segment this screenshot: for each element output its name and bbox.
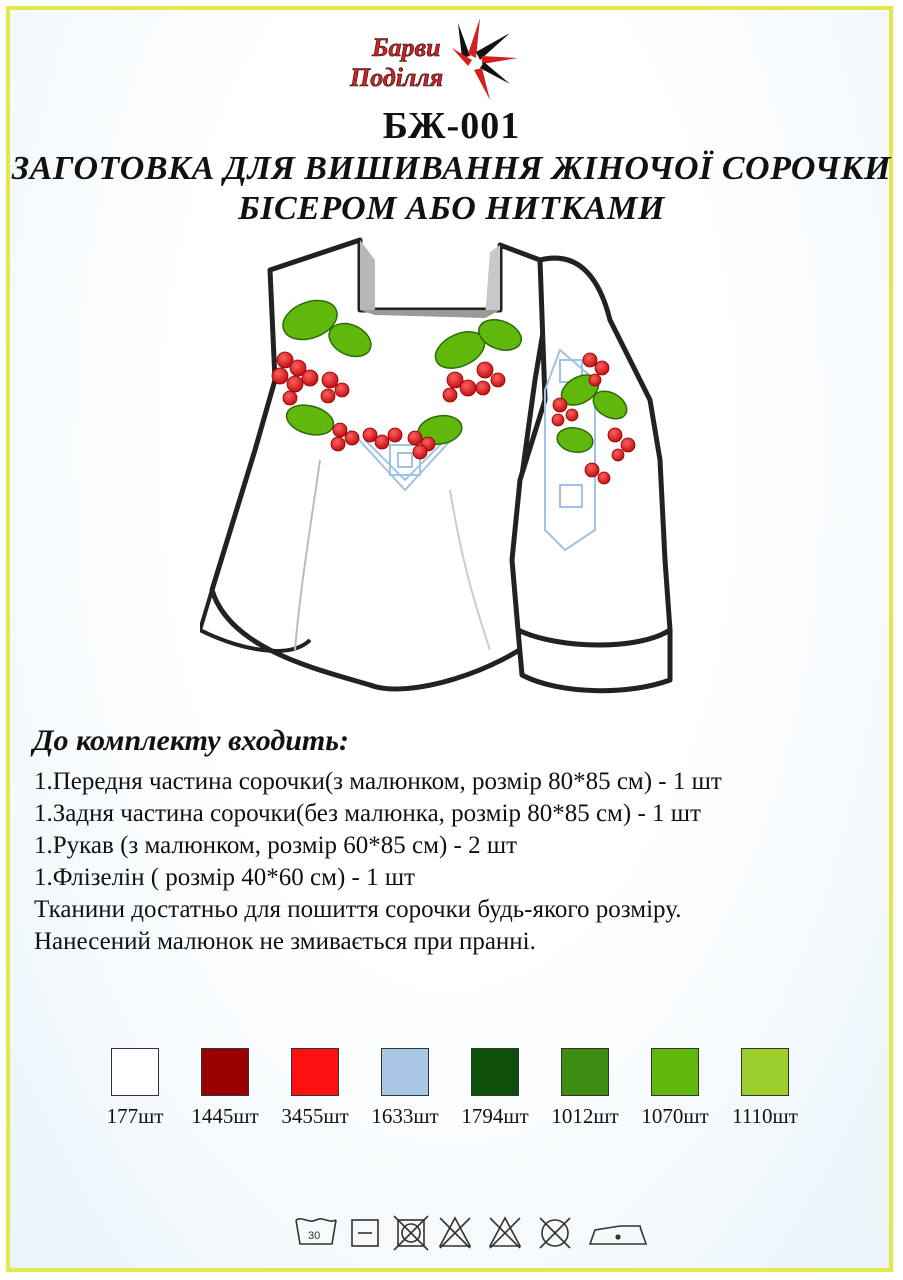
palette-swatch [630, 1048, 720, 1129]
brand-line2: Поділля [350, 63, 444, 92]
swatch-count: 1633шт [371, 1104, 439, 1128]
swatch-color [381, 1048, 429, 1096]
product-code: БЖ-001 [382, 105, 521, 147]
swatch-count: 177шт [106, 1104, 164, 1128]
palette-swatch [90, 1048, 180, 1129]
swatch-color [651, 1048, 699, 1096]
kit-item: 1.Рукав (з малюнком, розмір 60*85 см) - 2 шт [34, 832, 518, 859]
star-icon [452, 18, 518, 100]
brand-line1: Барви [372, 33, 441, 62]
palette-swatch [180, 1048, 270, 1129]
kit-note: Нанесений малюнок не змивається при пранні. [34, 928, 536, 955]
kit-item: 1.Передня частина сорочки(з малюнком, розмір 80*85 см) - 1 шт [34, 768, 722, 795]
blouse-illustration [200, 230, 680, 700]
bead-palette [90, 1048, 820, 1138]
iron-low-icon [590, 1226, 646, 1244]
palette-swatch [720, 1048, 810, 1129]
swatch-color [471, 1048, 519, 1096]
swatch-count: 1012шт [551, 1104, 619, 1128]
swatch-color [291, 1048, 339, 1096]
swatch-count: 1070шт [641, 1104, 709, 1128]
palette-swatch [360, 1048, 450, 1129]
dry-flat-icon [352, 1220, 378, 1246]
swatch-color [201, 1048, 249, 1096]
brand-logo [340, 18, 530, 103]
wash-30-icon [296, 1219, 336, 1244]
swatch-count: 1445шт [191, 1104, 259, 1128]
palette-swatch [450, 1048, 540, 1129]
swatch-color [561, 1048, 609, 1096]
palette-swatch [540, 1048, 630, 1129]
no-tumble-dry-icon [394, 1216, 428, 1250]
kit-item: 1.Флізелін ( розмір 40*60 см) - 1 шт [34, 864, 416, 891]
care-symbols [290, 1212, 660, 1252]
title-line2: БІСЕРОМ АБО НИТКАМИ [238, 190, 665, 227]
title-line1: ЗАГОТОВКА ДЛЯ ВИШИВАННЯ ЖІНОЧОЇ СОРОЧКИ [11, 150, 892, 187]
kit-list [34, 766, 722, 958]
swatch-count: 3455шт [281, 1104, 349, 1128]
no-bleach-icon [440, 1218, 470, 1248]
swatch-color [741, 1048, 789, 1096]
no-chlorine-icon [490, 1218, 520, 1248]
kit-item: 1.Задня частина сорочки(без малюнка, розмір 80*85 см) - 1 шт [34, 800, 701, 827]
swatch-count: 1110шт [732, 1104, 798, 1128]
swatch-count: 1794шт [461, 1104, 529, 1128]
palette-swatch [270, 1048, 360, 1129]
no-dry-clean-icon [540, 1218, 570, 1248]
kit-heading: До комплекту входить: [33, 724, 349, 757]
kit-note: Тканини достатньо для пошиття сорочки будь-якого розміру. [34, 896, 682, 923]
swatch-color [111, 1048, 159, 1096]
svg-text:30: 30 [308, 1230, 321, 1242]
